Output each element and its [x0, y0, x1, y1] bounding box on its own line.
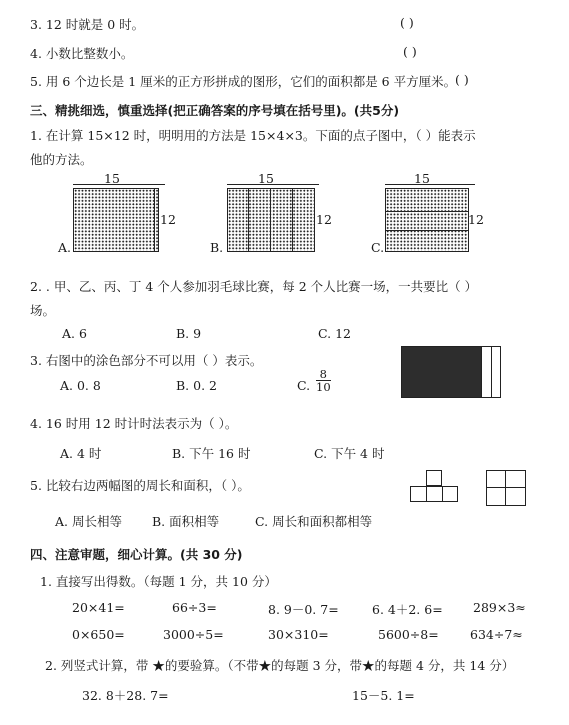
s3-q2-option-a: A. 6 [62, 326, 87, 341]
calc-r2-c2: 3000÷5= [163, 627, 224, 642]
calc-r1-c3: 8. 9－0. 7= [268, 602, 339, 617]
s4-q1-title: 1. 直接写出得数。（每题 1 分，共 10 分） [40, 574, 277, 589]
calc-r1-c2: 66÷3= [172, 600, 217, 615]
judge-q3-text: 3. 12 时就是 0 时。 [30, 17, 145, 32]
s3-q4-option-c: C. 下午 4 时 [314, 446, 385, 461]
figure-b-letter: B. [210, 240, 224, 255]
calc-r2-c4: 5600÷8= [378, 627, 439, 642]
s3-q3-option-b: B. 0. 2 [176, 378, 217, 393]
s3-q1-line2: 他的方法。 [30, 152, 93, 167]
vertical-calc-2: 15－5. 1= [352, 688, 415, 703]
figure-c-letter: C. [371, 240, 385, 255]
judge-q4-text: 4. 小数比整数小。 [30, 46, 134, 61]
judge-q5-text: 5. 用 6 个边长是 1 厘米的正方形拼成的图形，它们的面积都是 6 平方厘米。 [30, 74, 457, 89]
s3-q2-line1: 2. . 甲、乙、丙、丁 4 个人参加羽毛球比赛，每 2 个人比赛一场，一共要比（ ） [30, 279, 478, 294]
figure-c-side-label: 12 [468, 212, 484, 227]
s3-q3-option-c: C. [297, 378, 311, 393]
judge-q3-paren: ( ) [400, 15, 414, 30]
s3-q4-option-a: A. 4 时 [60, 446, 102, 461]
s3-q5-option-b: B. 面积相等 [152, 514, 220, 529]
dot-figure-a [73, 188, 159, 252]
s3-q3-option-a: A. 0. 8 [60, 378, 101, 393]
s3-q3-text: 3. 右图中的涂色部分不可以用（ ）表示。 [30, 353, 263, 368]
figure-a-letter: A. [58, 240, 72, 255]
calc-r2-c1: 0×650= [72, 627, 125, 642]
figure-a-side-label: 12 [160, 212, 176, 227]
figure-b-top-bracket [227, 184, 319, 186]
figure-a-top-label: 15 [104, 171, 120, 186]
calc-r1-c4: 6. 4＋2. 6= [372, 602, 443, 617]
dot-figure-b [227, 188, 315, 252]
s3-q5-text: 5. 比较右边两幅图的周长和面积，（ ）。 [30, 478, 250, 493]
calc-r1-c5: 289×3≈ [473, 600, 526, 615]
s3-q2-line2: 场。 [30, 303, 56, 318]
s3-q3-fraction: $\frac{8}{10}$ [316, 367, 331, 394]
calc-r2-c3: 30×310= [268, 627, 329, 642]
s3-q1-line1: 1. 在计算 15×12 时，明明用的方法是 15×4×3。下面的点子图中，（ ）能表示 [30, 128, 476, 143]
s3-q5-option-a: A. 周长相等 [55, 514, 122, 529]
figure-c-top-label: 15 [414, 171, 430, 186]
figure-b-top-label: 15 [258, 171, 274, 186]
section-4-title: 四、注意审题，细心计算。(共 30 分) [30, 547, 243, 562]
s3-q5-option-c: C. 周长和面积都相等 [255, 514, 373, 529]
grid-2x2-figure [486, 470, 526, 506]
judge-q5-paren: ( ) [455, 72, 469, 87]
dot-figure-c [385, 188, 469, 252]
vertical-calc-1: 32. 8＋28. 7= [82, 688, 169, 703]
s3-q2-option-c: C. 12 [318, 326, 351, 341]
calc-r2-c5: 634÷7≈ [470, 627, 523, 642]
s4-q2-title: 2. 列竖式计算，带 ★的要验算。（不带★的每题 3 分，带★的每题 4 分，共 14 分） [45, 658, 515, 673]
figure-a-top-bracket [73, 184, 165, 186]
s3-q2-option-b: B. 9 [176, 326, 202, 341]
section-3-title: 三、精挑细选，慎重选择(把正确答案的序号填在括号里)。(共5分) [30, 103, 400, 118]
judge-q4-paren: ( ) [403, 44, 417, 59]
t-shape-figure [410, 470, 474, 510]
figure-b-side-label: 12 [316, 212, 332, 227]
shaded-bar-figure [401, 346, 501, 398]
s3-q4-text: 4. 16 时用 12 时计时法表示为（ ）。 [30, 416, 238, 431]
calc-r1-c1: 20×41= [72, 600, 125, 615]
figure-c-top-bracket [385, 184, 475, 186]
s3-q4-option-b: B. 下午 16 时 [172, 446, 251, 461]
